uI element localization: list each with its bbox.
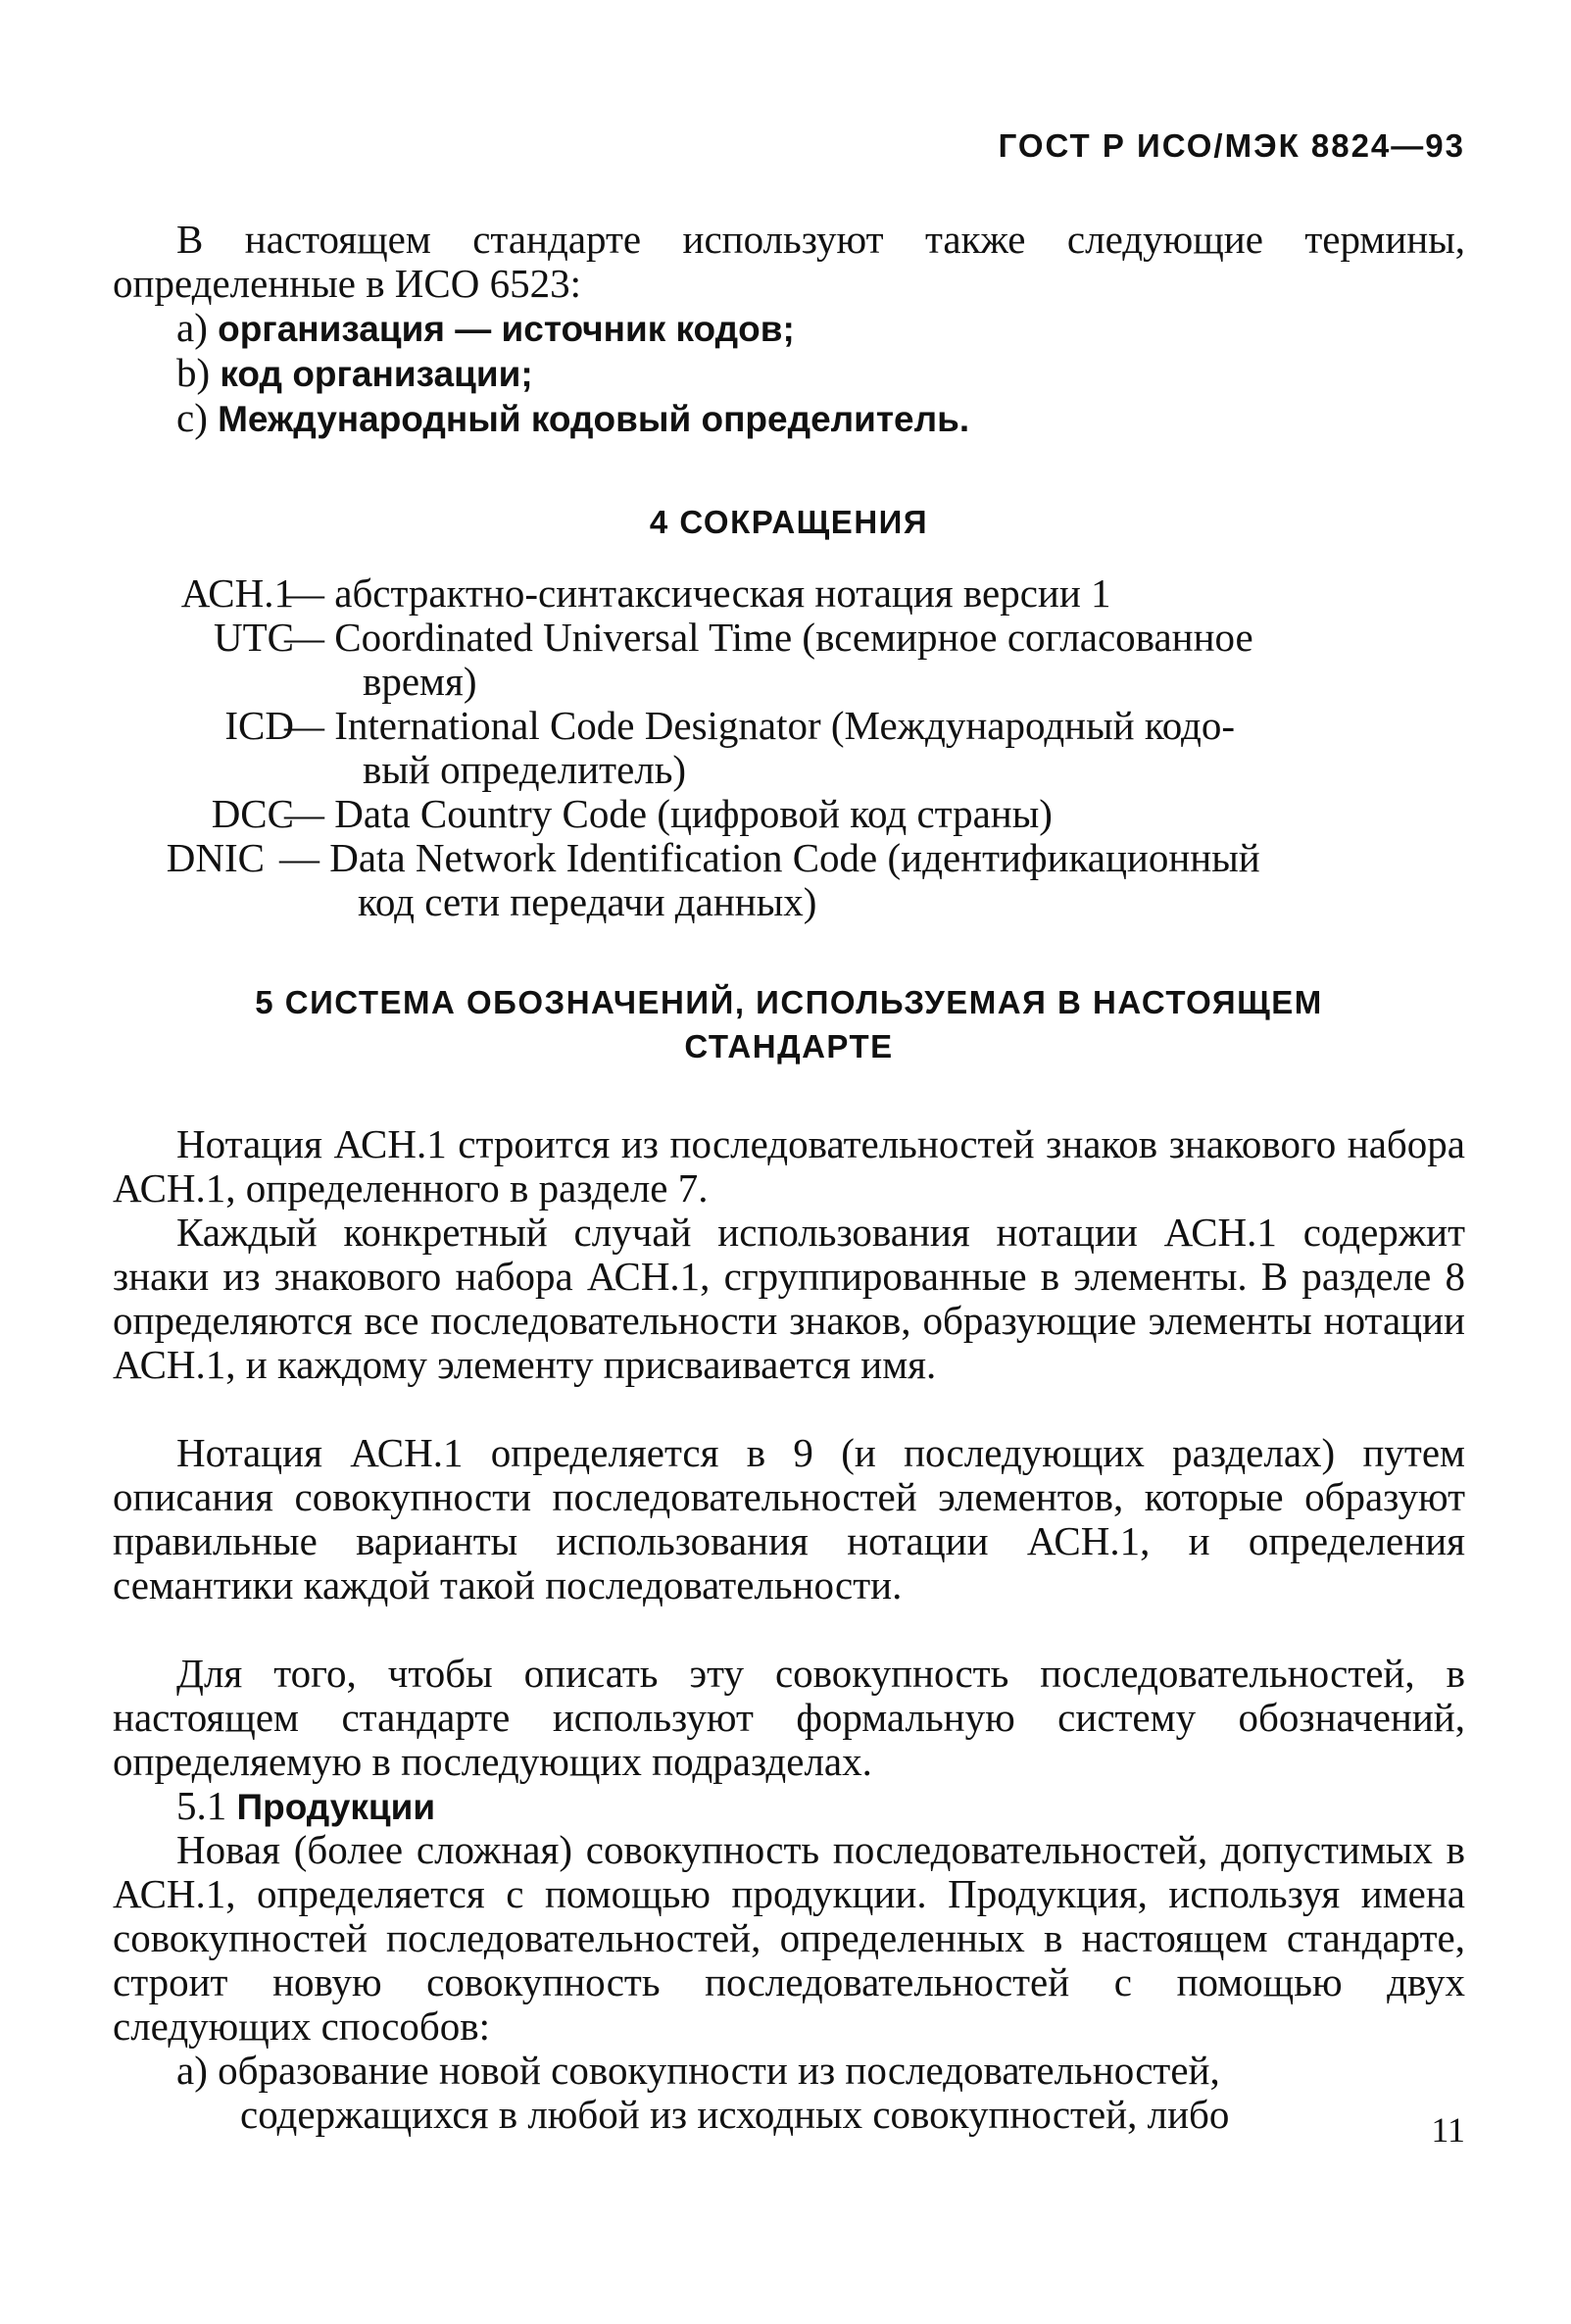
list-item (176, 396, 969, 441)
list-item (176, 306, 969, 351)
abbr-desc (279, 836, 1465, 924)
abbr-term: DCC (211, 791, 294, 836)
list-item (176, 351, 969, 396)
list-item-label: b) (176, 350, 211, 395)
section-5-title (113, 980, 1465, 1068)
abbr-desc (284, 616, 1465, 704)
abbr-term: ICD (224, 703, 294, 748)
abbr-desc-text: — International Code Designator (Международный кодо- (284, 703, 1236, 748)
section-5-title-line2: СТАНДАРТЕ (684, 1028, 894, 1064)
list-item-text: образование новой совокупности из последовательностей, (218, 2048, 1220, 2093)
section-5-paragraph: Нотация АСН.1 строится из последовательностей знаков знакового набора АСН.1, определенного в разделе 7. (113, 1121, 1465, 1211)
abbr-desc-text: — Coordinated Universal Time (всемирное согласованное (284, 615, 1253, 660)
list-item-label: a) (176, 305, 208, 350)
subsection-heading (113, 1784, 1465, 1829)
abbr-desc-text: — Data Country Code (цифровой код страны) (284, 791, 1053, 836)
section-5-title-line1: 5 СИСТЕМА ОБОЗНАЧЕНИЙ, ИСПОЛЬЗУЕМАЯ В НАСТОЯЩЕМ (255, 984, 1323, 1020)
document-header: ГОСТ Р ИСО/МЭК 8824—93 (998, 127, 1465, 164)
abbr-desc-text: — абстрактно-синтаксическая нотация версии 1 (284, 570, 1111, 616)
abbr-term: АСН.1 (180, 570, 294, 616)
abbr-desc (284, 704, 1465, 792)
intro-paragraph: В настоящем стандарте используют также следующие термины, определенные в ИСО 6523: (113, 217, 1465, 306)
subsection-title: Продукции (236, 1787, 436, 1827)
list-item-text: код организации; (220, 354, 533, 394)
section-5-paragraph: Для того, чтобы описать эту совокупность последовательностей, в настоящем стандарте используют формальную систему обозначений, определяемую в последующих подразделах. (113, 1651, 1465, 1784)
section-5-paragraph: Нотация АСН.1 определяется в 9 (и последующих разделах) путем описания совокупности последовательностей элементов, которые образуют правильные варианты использования нотации АСН.1, и определения семантики каждой такой последовательности. (113, 1430, 1465, 1607)
abbr-term: DNIC (166, 835, 265, 880)
list-item (176, 2049, 1465, 2093)
section-4-title: 4 СОКРАЩЕНИЯ (649, 504, 929, 540)
list-item-label: c) (176, 395, 208, 440)
list-item-label: а) (176, 2048, 208, 2093)
list-item-text: организация — источник кодов; (218, 309, 795, 349)
section-5-paragraph: Каждый конкретный случай использования нотации АСН.1 содержит знаки из знакового набора АСН.1, сгруппированные в элементы. В разделе 8 определяются все последовательности знаков, образующие элементы нотации АСН.1, и каждому элементу присваивается имя. (113, 1210, 1465, 1387)
abbr-term: UTC (214, 615, 294, 660)
abbr-desc (284, 571, 1465, 616)
abbr-desc-continuation: вый определитель) (363, 747, 687, 792)
intro-list (176, 306, 969, 441)
abbr-desc-text: — Data Network Identification Code (идентификационный (279, 835, 1260, 880)
page-number: 11 (1431, 2110, 1465, 2150)
abbr-desc (284, 792, 1465, 836)
abbr-desc-continuation: код сети передачи данных) (358, 879, 817, 924)
list-item-continuation: содержащихся в любой из исходных совокупностей, либо (240, 2092, 1230, 2137)
subsection-number: 5.1 (176, 1783, 227, 1828)
abbr-desc-continuation: время) (363, 659, 477, 704)
section-5-paragraph: Новая (более сложная) совокупность последовательностей, допустимых в АСН.1, определяется с помощью продукции. Продукция, используя имена совокупностей последовательностей, определенных в настоящем стандарте, строит новую совокупность последовательностей с помощью двух следующих способов: (113, 1827, 1465, 2049)
list-item-text: Международный кодовый определитель. (218, 399, 970, 439)
